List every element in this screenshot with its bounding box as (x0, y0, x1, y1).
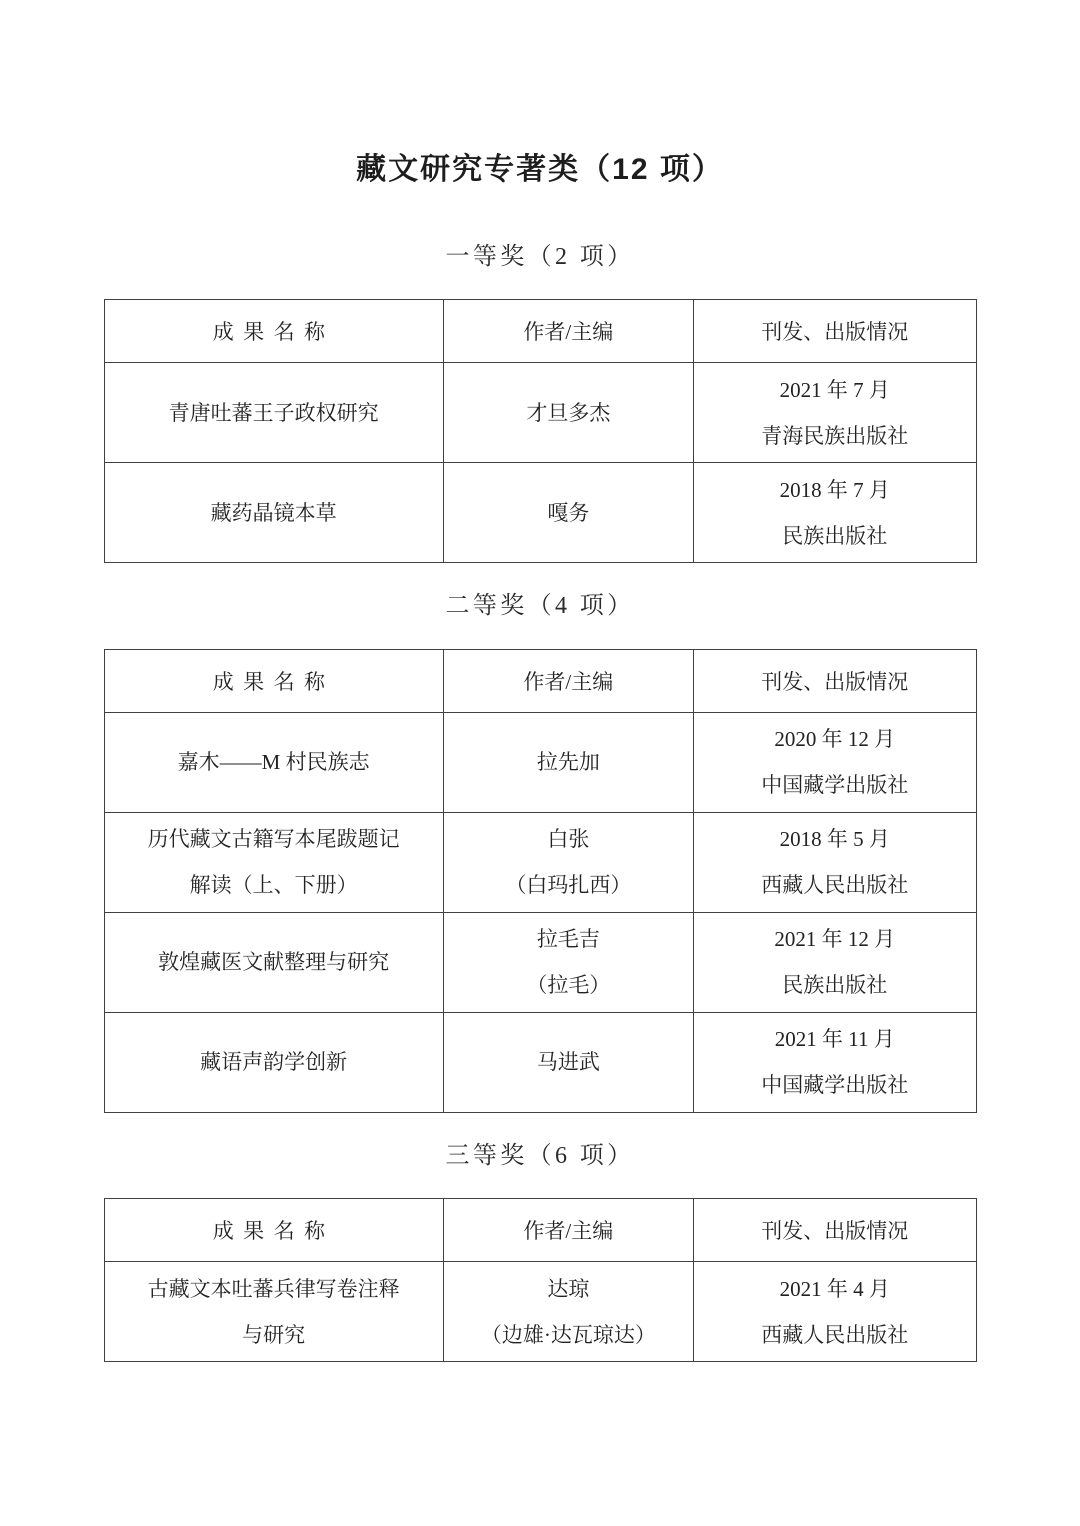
cell-publication (693, 363, 976, 463)
cell-achievement-name (104, 812, 443, 912)
text-line: 敦煌藏医文献整理与研究 (158, 950, 390, 975)
awards-table-first-prize (104, 299, 977, 563)
publisher-line: 西藏人民出版社 (761, 873, 909, 898)
text-line: 嘉木——M 村民族志 (177, 750, 370, 775)
publisher-line: 民族出版社 (782, 973, 888, 998)
cell-author (443, 1262, 693, 1362)
cell-achievement-name (104, 712, 443, 812)
publication-date-line: 2021 年 11 月 (774, 1027, 895, 1052)
col-header-publication-status: 刊发、出版情况 (693, 300, 976, 363)
publication-date-line: 2021 年 7 月 (779, 377, 890, 402)
text-line: 藏语声韵学创新 (200, 1050, 348, 1075)
text-line: （白玛扎西） (505, 873, 632, 898)
cell-achievement-name (104, 463, 443, 563)
publication-date-line: 2021 年 12 月 (774, 927, 896, 952)
col-header-publication-status: 刊发、出版情况 (693, 1199, 976, 1262)
text-line: 解读（上、下册） (189, 873, 358, 898)
cell-achievement-name (104, 363, 443, 463)
section-heading-third-prize: 三等奖（6 项） (445, 1142, 635, 1169)
text-line: 达琼 (547, 1276, 590, 1301)
table-row (104, 812, 976, 912)
table-row (104, 463, 976, 563)
awards-table-third-prize (104, 1198, 977, 1362)
table-row (104, 1262, 976, 1362)
text-line: 与研究 (242, 1322, 306, 1347)
publication-date-line: 2021 年 4 月 (779, 1276, 890, 1301)
col-header-achievement-name: 成果名称 (104, 300, 443, 363)
text-line: 青唐吐蕃王子政权研究 (168, 400, 379, 425)
text-line: 历代藏文古籍写本尾跋题记 (147, 827, 400, 852)
text-line: 马进武 (536, 1050, 600, 1075)
publication-date-line: 2018 年 7 月 (779, 477, 890, 502)
table-row (104, 1012, 976, 1112)
text-line: （拉毛） (526, 973, 611, 998)
publisher-line: 中国藏学出版社 (761, 1073, 909, 1098)
publisher-line: 中国藏学出版社 (761, 773, 909, 798)
cell-author (443, 363, 693, 463)
text-line: 拉毛吉 (536, 927, 600, 952)
cell-achievement-name (104, 1012, 443, 1112)
text-line: 拉先加 (536, 750, 600, 775)
page-title: 藏文研究专著类（12 项） (356, 153, 724, 186)
col-header-author-editor: 作者/主编 (443, 649, 693, 712)
cell-publication (693, 912, 976, 1012)
table-header-row (104, 1199, 976, 1262)
publisher-line: 西藏人民出版社 (761, 1322, 909, 1347)
table-header-row (104, 649, 976, 712)
table-row (104, 363, 976, 463)
cell-achievement-name (104, 912, 443, 1012)
text-line: 才旦多杰 (526, 400, 611, 425)
table-row (104, 712, 976, 812)
publisher-line: 青海民族出版社 (761, 423, 909, 448)
col-header-publication-status: 刊发、出版情况 (693, 649, 976, 712)
publication-date-line: 2018 年 5 月 (779, 827, 890, 852)
publisher-line: 民族出版社 (782, 523, 888, 548)
cell-achievement-name (104, 1262, 443, 1362)
section-heading-second-prize: 二等奖（4 项） (445, 593, 635, 620)
text-line: 古藏文本吐蕃兵律写卷注释 (147, 1276, 400, 1301)
awards-table-second-prize (104, 649, 977, 1113)
text-line: 嘎务 (547, 500, 590, 525)
col-header-author-editor: 作者/主编 (443, 300, 693, 363)
table-header-row (104, 300, 976, 363)
cell-publication (693, 1012, 976, 1112)
text-line: 白张 (547, 827, 590, 852)
cell-publication (693, 463, 976, 563)
cell-author (443, 712, 693, 812)
table-row (104, 912, 976, 1012)
cell-publication (693, 712, 976, 812)
col-header-author-editor: 作者/主编 (443, 1199, 693, 1262)
text-line: 藏药晶镜本草 (210, 500, 337, 525)
cell-author (443, 463, 693, 563)
col-header-achievement-name: 成果名称 (104, 1199, 443, 1262)
text-line: （边雄·达瓦琼达） (480, 1322, 656, 1347)
publication-date-line: 2020 年 12 月 (774, 727, 896, 752)
col-header-achievement-name: 成果名称 (104, 649, 443, 712)
cell-author (443, 812, 693, 912)
cell-author (443, 1012, 693, 1112)
cell-publication (693, 812, 976, 912)
cell-author (443, 912, 693, 1012)
cell-publication (693, 1262, 976, 1362)
section-heading-first-prize: 一等奖（2 项） (445, 244, 635, 270)
